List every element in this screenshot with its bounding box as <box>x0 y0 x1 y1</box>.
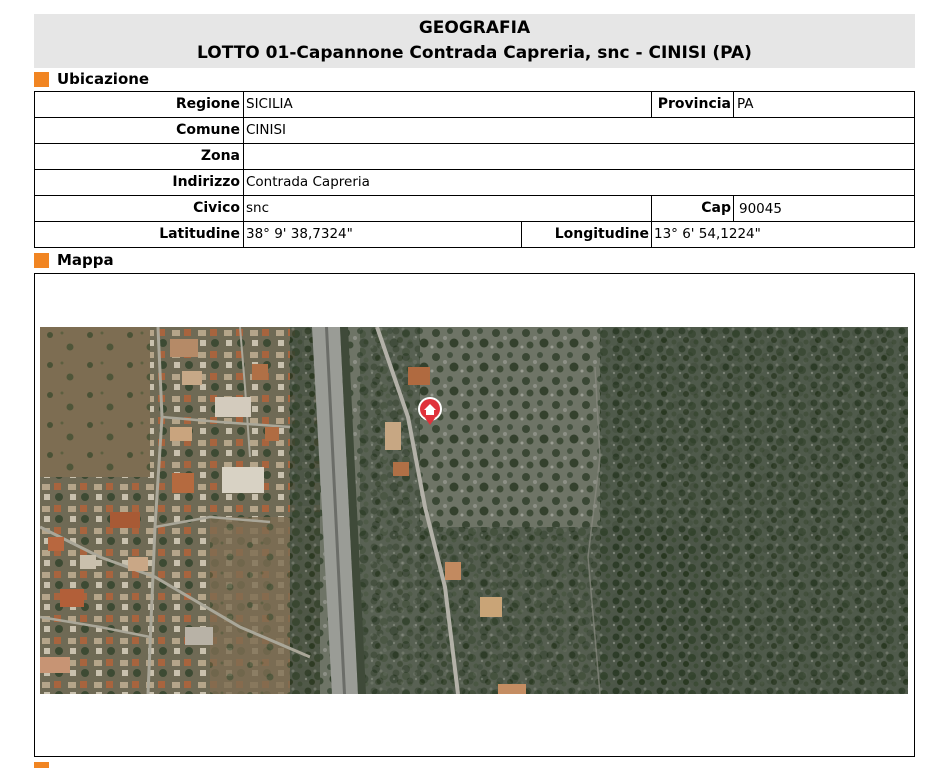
longitudine-label: Longitudine <box>554 226 649 242</box>
regione-value: SICILIA <box>246 96 293 112</box>
satellite-map[interactable] <box>40 327 908 694</box>
latitudine-value: 38° 9' 38,7324" <box>246 226 353 242</box>
latitudine-label: Latitudine <box>159 226 240 242</box>
civico-value: snc <box>246 200 270 216</box>
comune-label: Comune <box>176 122 240 138</box>
longitudine-value: 13° 6' 54,1224" <box>654 226 761 242</box>
comune-value: CINISI <box>246 122 287 138</box>
section-bullet-icon <box>34 253 49 268</box>
page-subtitle: LOTTO 01-Capannone Contrada Capreria, snc - CINISI (PA) <box>197 43 752 63</box>
cap-label: Cap <box>701 200 731 216</box>
page-title: GEOGRAFIA <box>418 18 531 38</box>
cap-value: 90045 <box>739 201 782 217</box>
satellite-map-image <box>40 327 908 694</box>
section-title: Mappa <box>57 251 114 269</box>
section-title: Ubicazione <box>57 70 150 88</box>
provincia-value: PA <box>737 96 754 112</box>
page-header <box>34 14 915 68</box>
section-bullet-icon <box>34 72 49 87</box>
regione-label: Regione <box>175 96 240 112</box>
indirizzo-label: Indirizzo <box>172 174 240 190</box>
indirizzo-value: Contrada Capreria <box>246 174 370 190</box>
civico-label: Civico <box>193 200 240 216</box>
section-mappa <box>34 250 114 270</box>
next-section-bullet-icon <box>34 762 49 768</box>
section-ubicazione <box>34 69 149 89</box>
provincia-label: Provincia <box>657 96 731 112</box>
zona-label: Zona <box>200 148 240 164</box>
